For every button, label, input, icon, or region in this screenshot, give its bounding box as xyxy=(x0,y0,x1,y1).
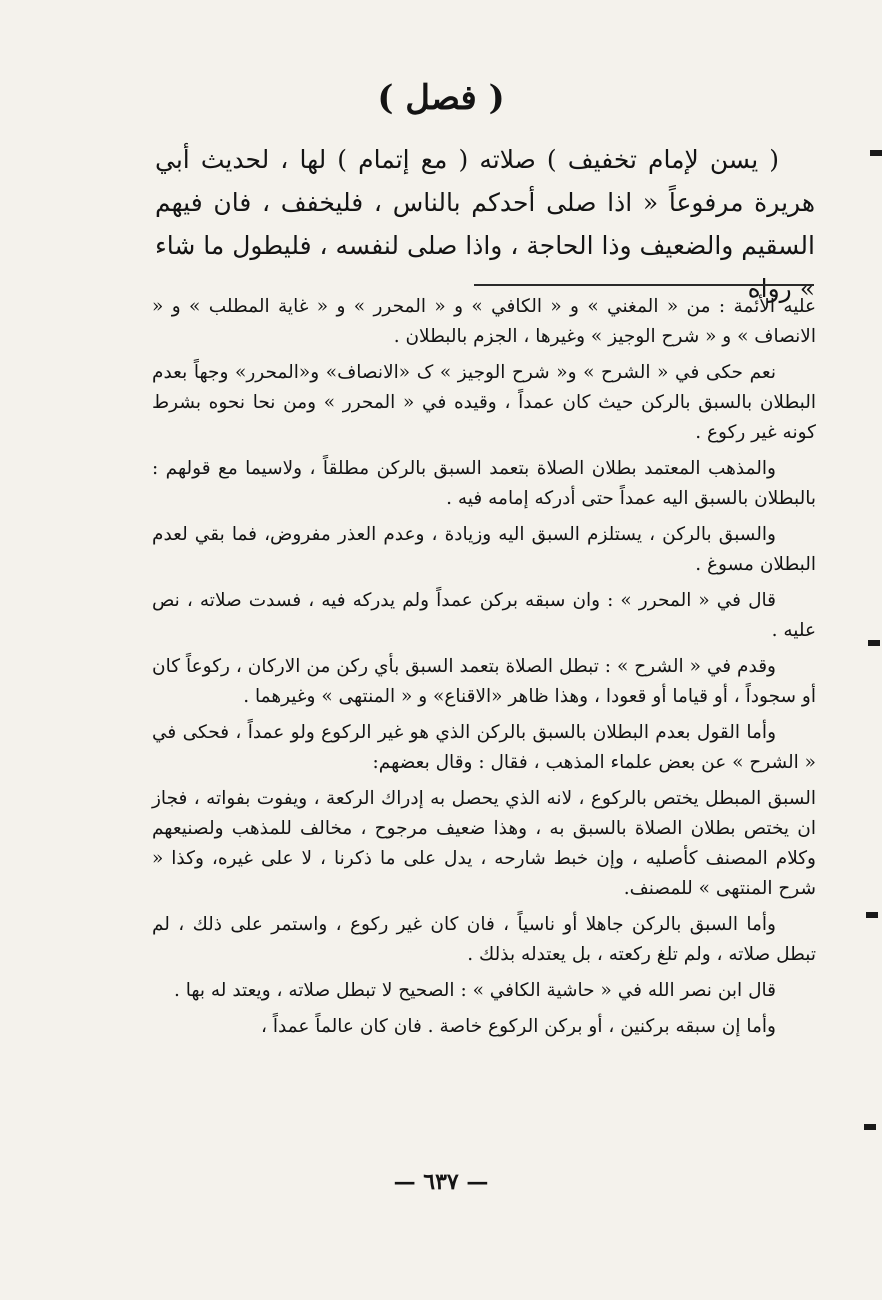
main-text: ( يسن لإمام تخفيف ) صلاته ( مع إتمام ) لها ، لحديث أبي هريرة مرفوعاً « اذا صلى أحدكم بالناس ، فليخفف ، فان فيهم السقيم والضعيف وذا الحاجة ، واذا صلى لنفسه ، فليطول ما شاء » رواه xyxy=(154,145,815,303)
margin-mark xyxy=(870,150,882,156)
footnote-paragraph: نعم حكى في « الشرح » و« شرح الوجيز » ک «الانصاف» و«المحرر» وجهاً بعدم البطلان بالسبق بالركن حيث كان عمداً ، وقيده في « المحرر » ومن نحا نحوه بشرط كونه غير ركوع . xyxy=(152,362,816,443)
footnote-paragraph: وأما السبق بالركن جاهلا أو ناسياً ، فان كان غير ركوع ، واستمر على ذلك ، لم تبطل صلاته ، ولم تلغ ركعته ، بل يعتدله بذلك . xyxy=(152,914,816,965)
footnote-paragraph: السبق المبطل يختص بالركوع ، لانه الذي يحصل به إدراك الركعة ، ويفوت بفواته ، فجاز ان يختص بطلان الصلاة بالسبق به ، وهذا ضعيف مرجوح ، مخالف للمذهب ولصنيعهم وكلام المصنف كأصليه ، وإن خبط شارحه ، يدل على ما ذكرنا ، لا على غيره، وكذا « شرح المنتهى » للمصنف. xyxy=(152,788,816,899)
margin-mark xyxy=(864,1124,876,1130)
footnote-paragraph: قال ابن نصر الله في « حاشية الكافي » : الصحيح لا تبطل صلاته ، ويعتد له بها . xyxy=(173,980,776,1001)
footnote-paragraph: وأما إن سبقه بركنين ، أو بركن الركوع خاصة . فان كان عالماً عمداً ، xyxy=(260,1016,776,1037)
margin-mark xyxy=(866,912,878,918)
footnote-paragraph: وقدم في « الشرح » : تبطل الصلاة بتعمد السبق بأي ركن من الاركان ، ركوعاً كان أو سجوداً ، أو قياما أو قعودا ، وهذا ظاهر «الاقناع» و « المنتهى » وغيرهما . xyxy=(152,656,816,707)
page-number: — ٦٣٧ — xyxy=(393,1169,489,1195)
footnote-paragraph: وأما القول بعدم البطلان بالسبق بالركن الذي هو غير الركوع ولو عمداً ، فحكى في « الشرح » عن بعض علماء المذهب ، فقال : وقال بعضهم: xyxy=(152,722,816,773)
footnotes xyxy=(152,292,816,1048)
footnote-paragraph: عليه الأئمة : من « المغني » و « الكافي » و « المحرر » و « غاية المطلب » و « الانصاف » و « شرح الوجيز » وغيرها ، الجزم بالبطلان . xyxy=(152,296,816,347)
section-heading: ( فصل ) xyxy=(377,78,505,118)
footnote-paragraph: والمذهب المعتمد بطلان الصلاة بتعمد السبق بالركن مطلقاً ، ولاسيما مع قولهم : بالبطلان بالسبق اليه عمداً حتى أدركه إمامه فيه . xyxy=(152,458,816,509)
footnote-separator xyxy=(474,284,814,286)
footnote-paragraph: قال في « المحرر » : وان سبقه بركن عمداً ولم يدركه فيه ، فسدت صلاته ، نص عليه . xyxy=(152,590,816,641)
margin-mark xyxy=(868,640,880,646)
footnote-paragraph: والسبق بالركن ، يستلزم السبق اليه وزيادة ، وعدم العذر مفروض، فما بقي لعدم البطلان مسوغ . xyxy=(152,524,816,575)
